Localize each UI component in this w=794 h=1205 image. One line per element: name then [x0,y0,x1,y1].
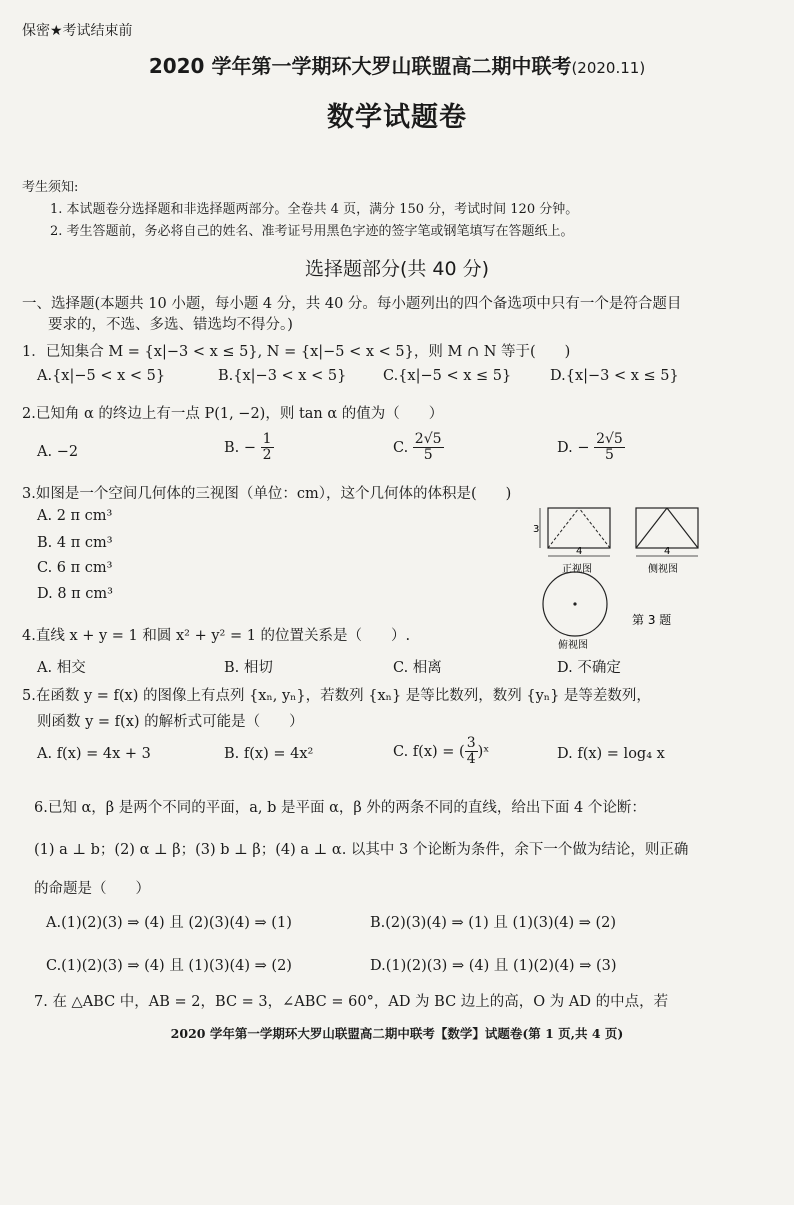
front-height-label: 3 [533,524,540,535]
section-intro-line2: 要求的，不选、多选、错选均不得分。) [48,317,293,333]
q5-option-c-prefix: C. f(x) = ( [393,743,465,760]
q4-option-b: B. 相切 [224,660,273,676]
q5-stem-line1: 5.在函数 y = f(x) 的图像上有点列 {xₙ, yₙ}，若数列 {xₙ} 是等比数列，数列 {yₙ} 是等差数列， [22,688,651,704]
q1-stem: 1．已知集合 M = {x|−3 < x ≤ 5}, N = {x|−5 < x < 5}，则 M ∩ N 等于( ) [22,344,571,360]
q2-option-c-prefix: C. [393,439,409,456]
q3-stem: 3.如图是一个空间几何体的三视图（单位：cm），这个几何体的体积是( ) [22,486,512,502]
q6-option-b: B.(2)(3)(4) ⇒ (1) 且 (1)(3)(4) ⇒ (2) [370,915,617,931]
figure-caption: 第 3 题 [632,613,672,627]
q5-c-denominator: 4 [466,751,476,768]
page-footer: 2020 学年第一学期环大罗山联盟高二期中联考【数学】试题卷(第 1 页,共 4 页) [170,1026,624,1041]
front-view-label: 正视图 [562,564,592,575]
side-width-label: 4 [664,546,671,557]
q6-stem-line2: (1) a ⊥ b；(2) α ⊥ β；(3) b ⊥ β；(4) a ⊥ α. 以其中 3 个论断为条件，余下一个做为结论，则正确 [34,842,689,858]
q3-option-b: B. 4 π cm³ [37,535,113,551]
q5-option-c-fraction [465,736,478,768]
q2-b-denominator: 2 [262,447,272,464]
q2-c-denominator: 5 [423,447,433,464]
q5-stem-line2: 则函数 y = f(x) 的解析式可能是（ ） [37,714,304,730]
notice-item-2: 2. 考生答题前，务必将自己的姓名、准考证号用黑色字迹的签字笔或钢笔填写在答题纸上。 [50,224,574,239]
q6-stem-line1: 6.已知 α，β 是两个不同的平面，a, b 是平面 α，β 外的两条不同的直线，给出下面 4 个论断： [34,800,646,816]
q2-option-b [224,432,274,464]
q2-option-a: A. −2 [37,444,79,460]
top-view-label: 俯视图 [558,640,588,651]
q2-option-b-fraction [261,432,274,464]
paper-subtitle: 数学试题卷 [327,102,467,133]
top-view [543,572,607,651]
q4-option-a: A. 相交 [37,660,86,676]
q2-option-c-fraction [413,432,444,464]
side-view [636,508,698,575]
section-intro-line1: 一、选择题(本题共 10 小题，每小题 4 分，共 40 分。每小题列出的四个备选项中只有一个是符合题目 [22,296,682,312]
exam-title-main: 2020 学年第一学期环大罗山联盟高二期中联考 [148,54,572,78]
confidential-mark: 保密★考试结束前 [22,23,133,39]
q6-stem-line3: 的命题是（ ） [34,881,150,897]
q5-option-a: A. f(x) = 4x + 3 [37,746,151,762]
q4-option-d: D. 不确定 [557,660,621,676]
q7-stem: 7. 在 △ABC 中，AB = 2，BC = 3，∠ABC = 60°，AD 为 BC 边上的高，O 为 AD 的中点，若 [34,994,669,1010]
exam-title [0,50,794,79]
q2-stem: 2.已知角 α 的终边上有一点 P(1, −2)，则 tan α 的值为（ ） [22,406,444,422]
section-title: 选择题部分(共 40 分) [304,258,490,280]
q6-option-c: C.(1)(2)(3) ⇒ (4) 且 (1)(3)(4) ⇒ (2) [46,958,292,974]
q5-option-d: D. f(x) = log₄ x [557,746,665,762]
q2-option-b-prefix: B. − [224,439,257,456]
q6-option-d: D.(1)(2)(3) ⇒ (4) 且 (1)(2)(4) ⇒ (3) [370,958,617,974]
q2-option-d [557,432,625,464]
q1-option-c: C.{x|−5 < x ≤ 5} [383,368,512,384]
q5-option-c-suffix: )ˣ [477,743,490,760]
q1-option-b: B.{x|−3 < x < 5} [218,368,347,384]
q5-option-c [393,736,489,768]
q2-d-numerator: 2√5 [596,431,623,447]
front-width-label: 4 [576,546,583,557]
q6-option-a: A.(1)(2)(3) ⇒ (4) 且 (2)(3)(4) ⇒ (1) [46,915,292,931]
q2-b-numerator: 1 [262,431,272,447]
q1-option-a: A.{x|−5 < x < 5} [37,368,166,384]
q3-option-d: D. 8 π cm³ [37,586,113,602]
q3-three-view-figure [528,500,758,680]
q2-option-d-prefix: D. − [557,439,590,456]
front-view [533,508,610,575]
q2-option-c [393,432,444,464]
q2-option-d-fraction [594,432,625,464]
q2-d-denominator: 5 [605,447,614,464]
q5-option-b: B. f(x) = 4x² [224,746,314,762]
side-view-label: 侧视图 [648,564,678,575]
exam-date: (2020.11) [571,59,646,77]
q1-option-d: D.{x|−3 < x ≤ 5} [550,368,679,384]
q4-option-c: C. 相离 [393,660,442,676]
q4-stem: 4.直线 x + y = 1 和圆 x² + y² = 1 的位置关系是（ ）. [22,628,411,644]
q3-option-c: C. 6 π cm³ [37,560,113,576]
q5-c-numerator: 3 [466,735,476,751]
notice-item-1: 1. 本试题卷分选择题和非选择题两部分。全卷共 4 页，满分 150 分，考试时间 120 分钟。 [50,202,579,217]
q3-option-a: A. 2 π cm³ [37,508,113,524]
notice-heading: 考生须知: [22,180,79,195]
q2-c-numerator: 2√5 [414,431,442,447]
